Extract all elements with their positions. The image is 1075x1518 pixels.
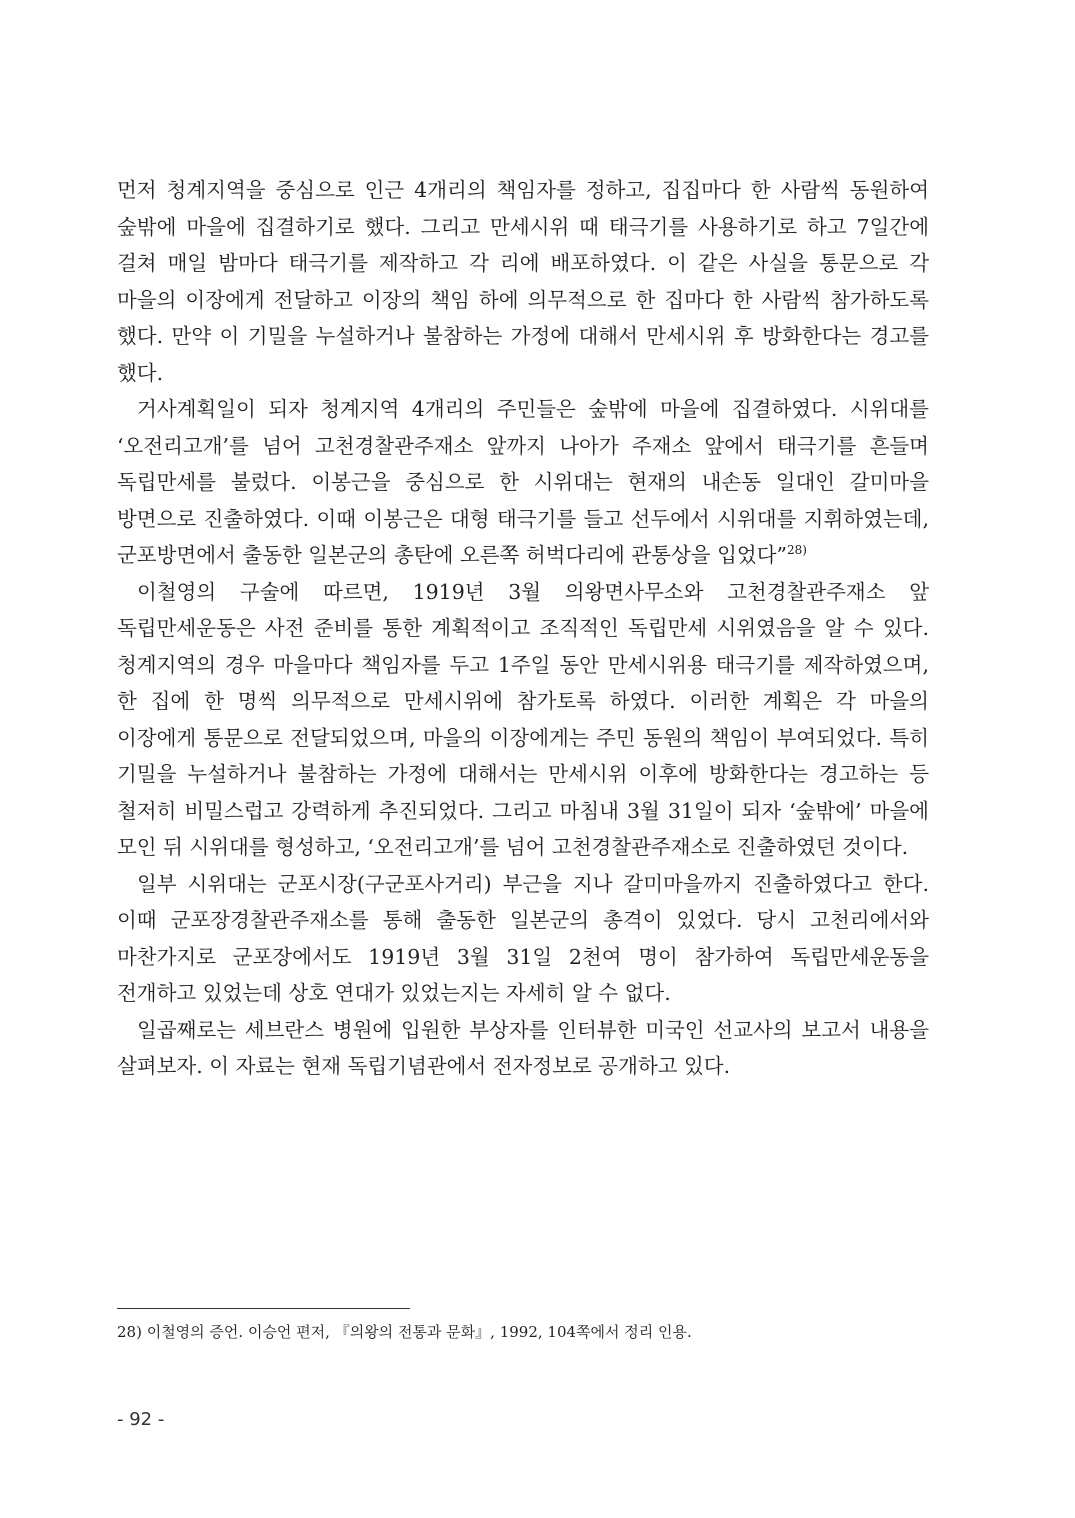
paragraph-2 xyxy=(117,391,929,574)
footnote-28: 28) 이철영의 증언. 이승언 편저, 『의왕의 전통과 문화』, 1992, 104쪽에서 정리 인용. xyxy=(117,1323,692,1341)
body-text xyxy=(117,172,929,1085)
paragraph-5: 일곱째로는 세브란스 병원에 입원한 부상자를 인터뷰한 미국인 선교사의 보고서 내용을 살펴보자. 이 자료는 현재 독립기념관에서 전자정보로 공개하고 있다. xyxy=(117,1017,929,1078)
paragraph-4: 일부 시위대는 군포시장(구군포사거리) 부근을 지나 갈미마을까지 진출하였다고 한다. 이때 군포장경찰관주재소를 통해 출동한 일본군의 총격이 있었다. 당시 고천리에서와 마찬가지로 군포장에서도 1919년 3월 31일 2천여 명이 참가하여 독립만세운동을 전개하고 있었는데 상호 연대가 있었는지는 자세히 알 수 없다. xyxy=(117,871,929,1005)
paragraph-2-text: 거사계획일이 되자 청계지역 4개리의 주민들은 숲밖에 마을에 집결하였다. 시위대를 ‘오전리고개’를 넘어 고천경찰관주재소 앞까지 나아가 주재소 앞에서 태극기를 흔들며 독립만세를 불렀다. 이봉근을 중심으로 한 시위대는 현재의 내손동 일대인 갈미마을 방면으로 진출하였다. 이때 이봉근은 대형 태극기를 들고 선두에서 시위대를 지휘하였는데, 군포방면에서 출동한 일본군의 총탄에 오른쪽 허벅다리에 관통상을 입었다” xyxy=(117,397,929,567)
paragraph-3: 이철영의 구술에 따르면, 1919년 3월 의왕면사무소와 고천경찰관주재소 앞 독립만세운동은 사전 준비를 통한 계획적이고 조직적인 독립만세 시위였음을 알 수 있다. 청계지역의 경우 마을마다 책임자를 두고 1주일 동안 만세시위용 태극기를 제작하였으며, 한 집에 한 명씩 의무적으로 만세시위에 참가토록 하였다. 이러한 계획은 각 마을의 이장에게 통문으로 전달되었으며, 마을의 이장에게는 주민 동원의 책임이 부여되었다. 특히 기밀을 누설하거나 불참하는 가정에 대해서는 만세시위 이후에 방화한다는 경고하는 등 철저히 비밀스럽고 강력하게 추진되었다. 그리고 마침내 3월 31일이 되자 ‘숲밖에’ 마을에 모인 뒤 시위대를 형성하고, ‘오전리고개’를 넘어 고천경찰관주재소로 진출하였던 것이다. xyxy=(117,579,929,859)
footnote-ref-28[interactable]: 28) xyxy=(787,543,807,558)
page-number: - 92 - xyxy=(117,1409,165,1430)
paragraph-1: 먼저 청계지역을 중심으로 인근 4개리의 책임자를 정하고, 집집마다 한 사람씩 동원하여 숲밖에 마을에 집결하기로 했다. 그리고 만세시위 때 태극기를 사용하기로 하고 7일간에 걸쳐 매일 밤마다 태극기를 제작하고 각 리에 배포하였다. 이 같은 사실을 통문으로 각 마을의 이장에게 전달하고 이장의 책임 하에 의무적으로 한 집마다 한 사람씩 참가하도록 했다. 만약 이 기밀을 누설하거나 불참하는 가정에 대해서 만세시위 후 방화한다는 경고를 했다. xyxy=(117,178,929,385)
footnote-divider xyxy=(117,1308,410,1309)
